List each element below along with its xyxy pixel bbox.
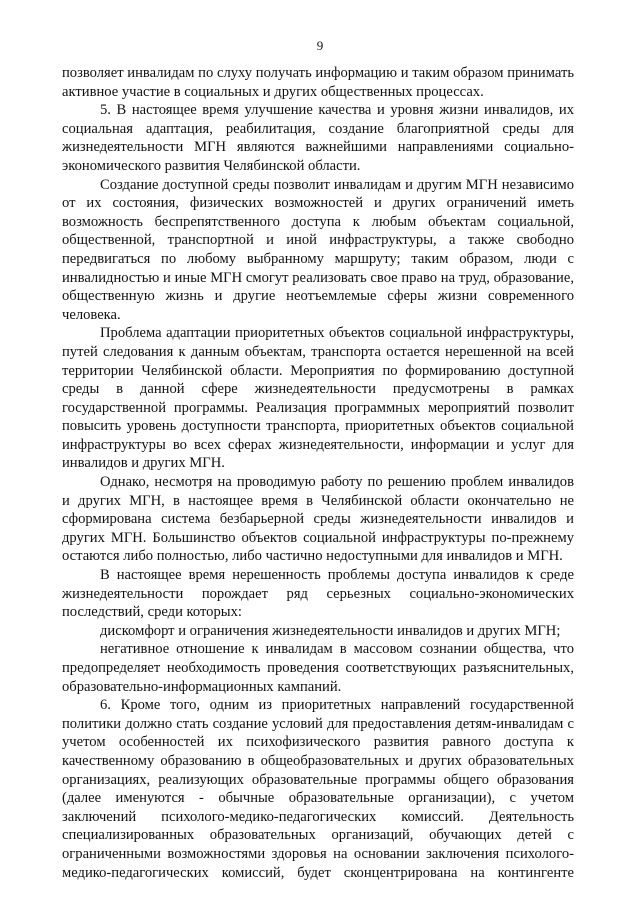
list-item-discomfort: дискомфорт и ограничения жизнедеятельности инвалидов и других МГН; [100,622,561,639]
document-body [62,64,574,882]
paragraph-continuation: позволяет инвалидам по слуху получать информацию и таким образом принимать активное участие в социальных и других общественных процессах. [62,65,574,100]
paragraph-consequences-intro: В настоящее время нерешенность проблемы доступа инвалидов к среде жизнедеятельности порождает ряд серьезных социально-экономических последствий, среди которых: [62,567,574,621]
list-item-negative-attitude: негативное отношение к инвалидам в массовом сознании общества, что предопределяет необходимость проведения соответствующих разъяснительных, образовательно-информационных кампаний. [62,641,574,695]
paragraph-adaptation-problem: Проблема адаптации приоритетных объектов социальной инфраструктуры, путей следования к данным объектам, транспорта остается нерешенной на всей территории Челябинской области. Мероприятия по формированию доступной среды в данной сфере жизнедеятельности предусмотрены в рамках государственной программы. Реализация программных мероприятий позволит повысить уровень доступности транспорта, приоритетных объектов социальной инфраструктуры во всех сферах жизнедеятельности, информации и услуг для инвалидов и других МГН. [62,325,574,472]
paragraph-accessible-environment: Создание доступной среды позволит инвалидам и другим МГН независимо от их состояния, физических возможностей и других ограничений иметь возможность беспрепятственного доступа к любым объектам социальной, общественной, транспортной и иной инфраструктуры, а также свободно передвигаться по любому выбранному маршруту; таким образом, люди с инвалидностью и иные МГН смогут реализовать свое право на труд, образование, общественную жизнь и другие неотъемлемые сферы жизни современного человека. [62,176,574,323]
page-number: 9 [316,38,324,53]
paragraph-barrier-free-system: Однако, несмотря на проводимую работу по решению проблем инвалидов и других МГН, в настоящее время в Челябинской области окончательно не сформирована система безбарьерной среды жизнедеятельности инвалидов и других МГН. Большинство объектов социальной инфраструктуры по-прежнему остаются либо полностью, либо частично недоступными для инвалидов и МГН. [62,474,574,565]
paragraph-section-6: 6. Кроме того, одним из приоритетных направлений государственной политики должно стать создание условий для предоставления детям-инвалидам с учетом особенностей их психофизического развития равного доступа к качественному образованию в общеобразовательных и других образовательных организациях, реализующих образовательные программы общего образования (далее именуются - обычные образовательные организации), с учетом заключений психолого-медико-педагогических комиссий. Деятельность специализированных образовательных организаций, обучающих детей с ограниченными возможностями здоровья на основании заключения психолого-медико-педагогических комиссий, будет сконцентрирована на контингенте [62,697,574,881]
paragraph-section-5: 5. В настоящее время улучшение качества и уровня жизни инвалидов, их социальная адаптация, реабилитация, создание благоприятной среды для жизнедеятельности МГН являются важнейшими направлениями социально-экономического развития Челябинской области. [62,102,574,174]
